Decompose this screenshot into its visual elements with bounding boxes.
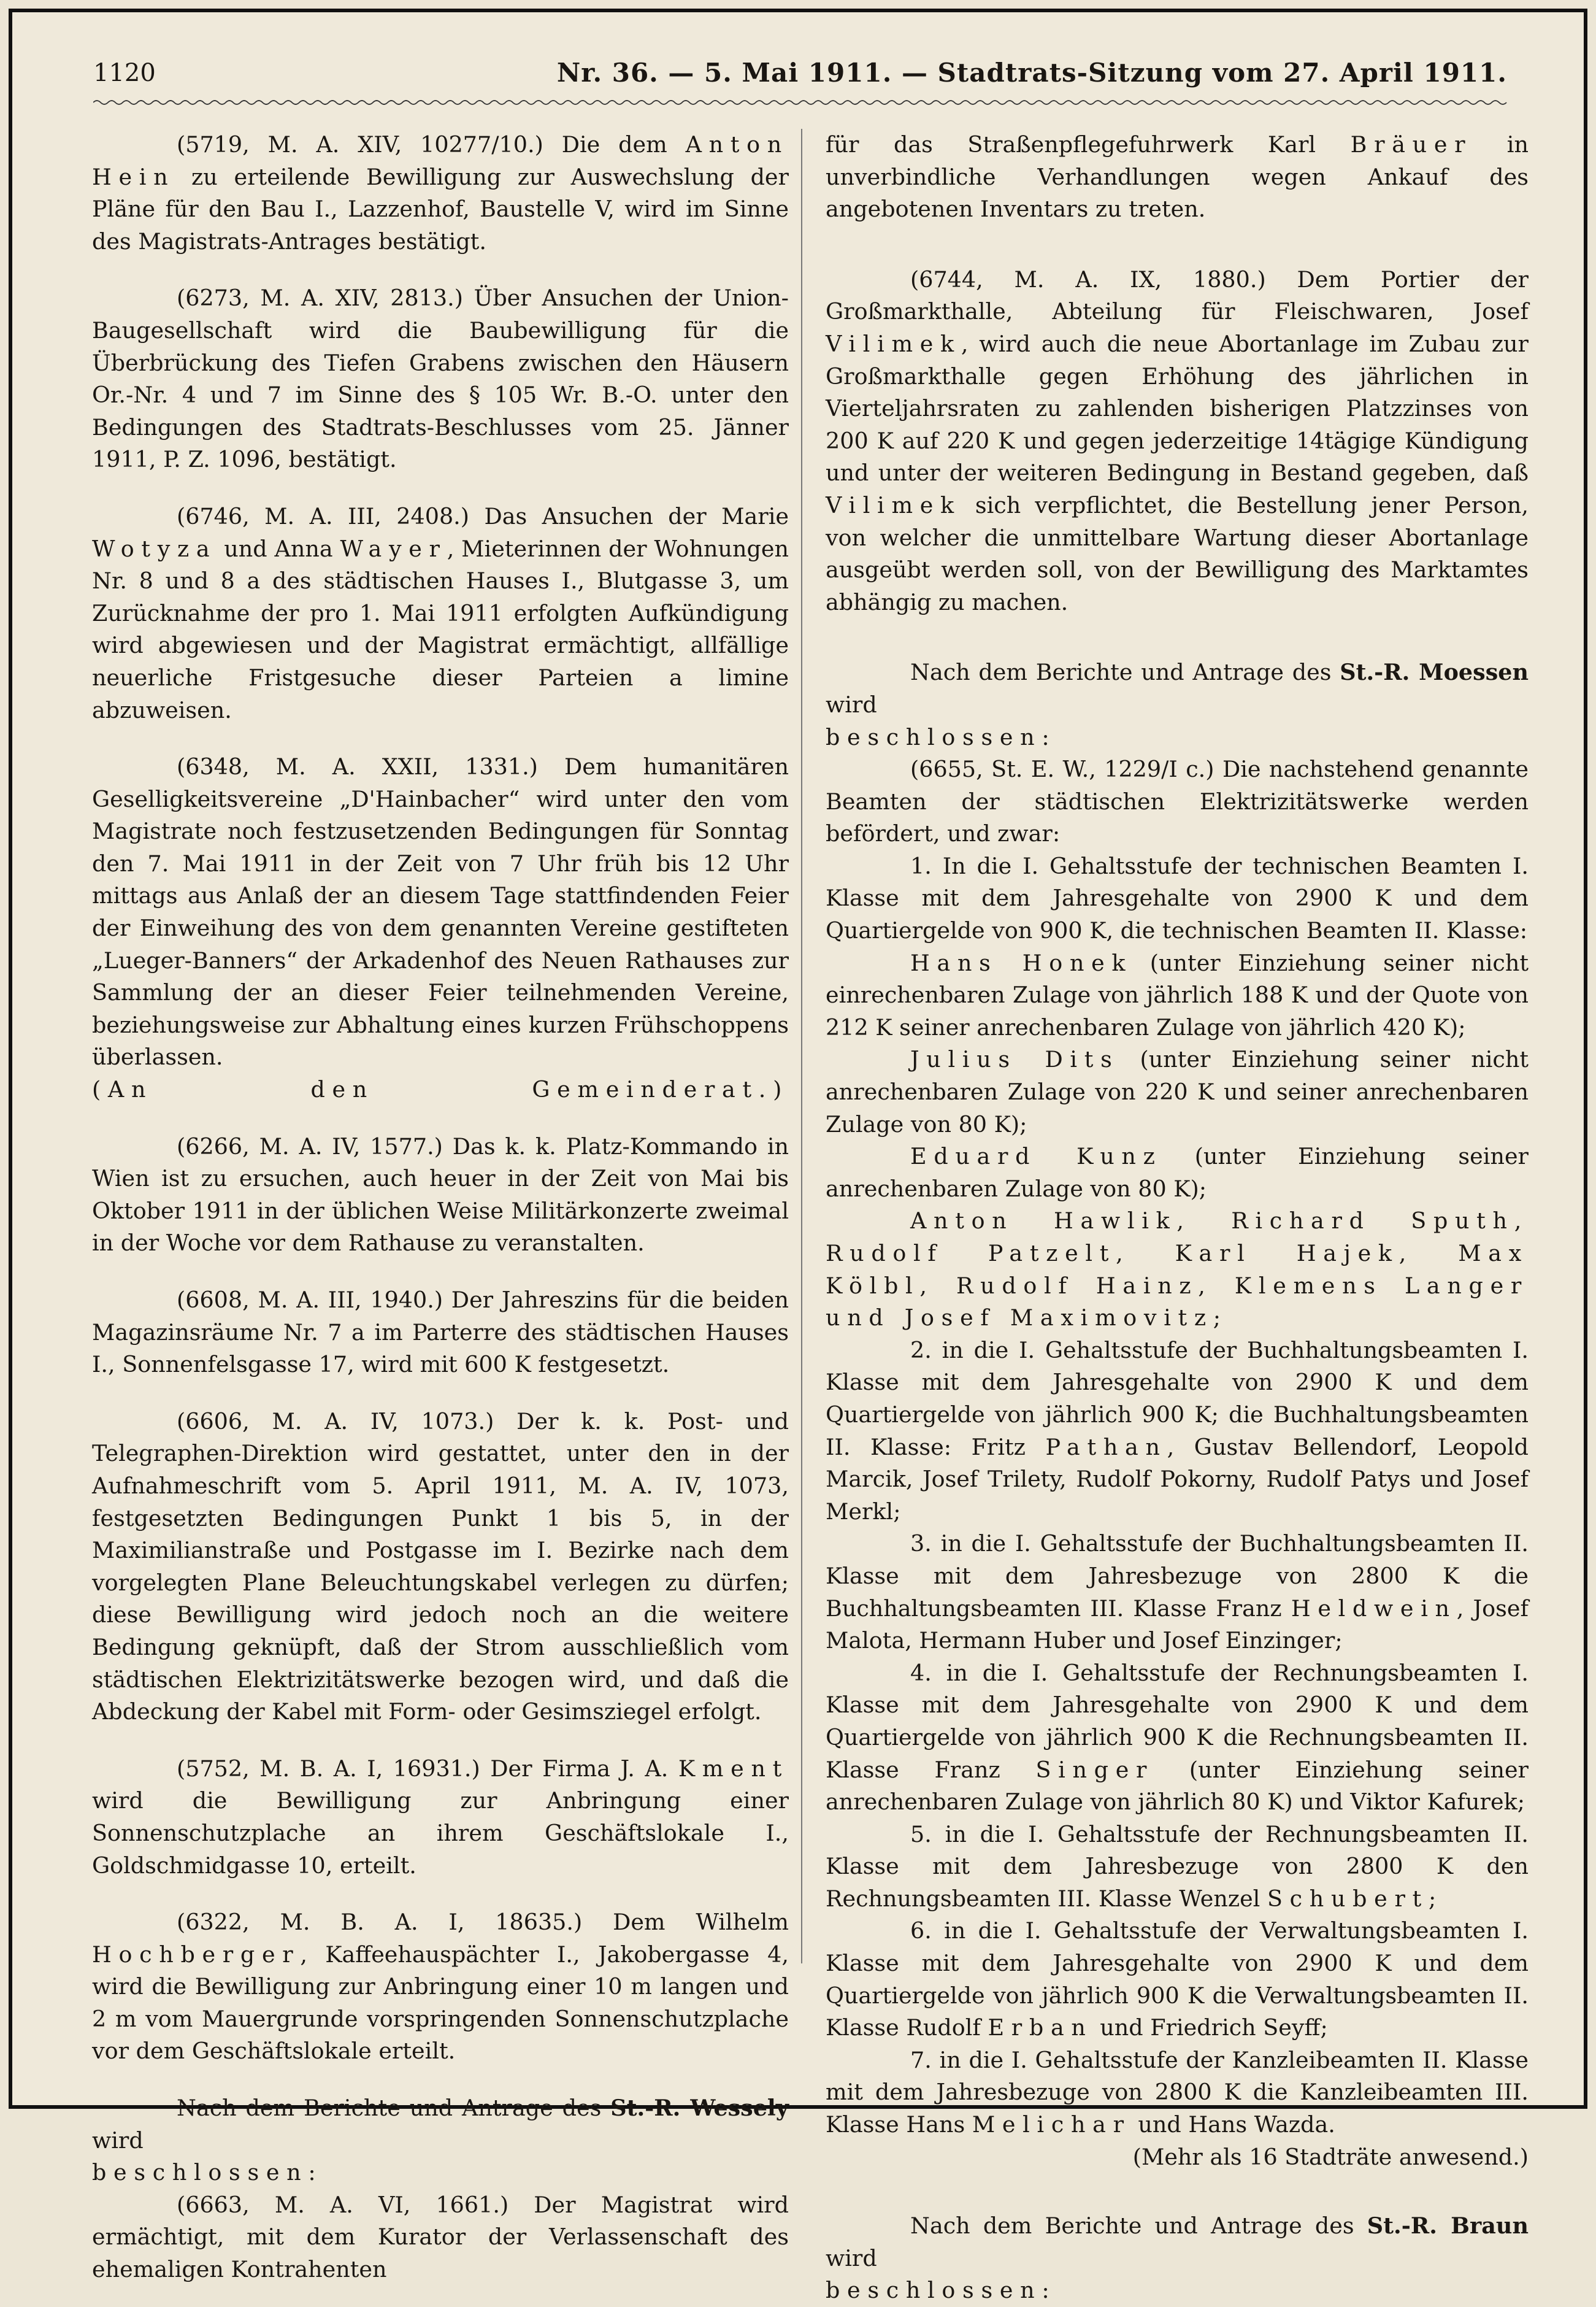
page-header xyxy=(93,55,1541,98)
entry-reference: (6746, M. A. III, 2408.) xyxy=(177,503,470,530)
person-name: Pathan xyxy=(1045,1433,1167,1460)
entry-reference: (6606, M. A. IV, 1073.) xyxy=(177,1408,494,1435)
person-name: Wayer xyxy=(340,535,447,562)
promotion-item-7: 7. in die I. Gehaltsstufe der Kanzleibeamten II. Klasse mit dem Jahresbezuge von 2800 K die Kanzleibeamten III. Klasse Hans Melichar und Hans Wazda. xyxy=(826,2046,1529,2138)
running-title: Nr. 36. — 5. Mai 1911. — Stadtrats-Sitzung vom 27. April 1911. xyxy=(556,58,1507,88)
entry-6744: (6744, M. A. IX, 1880.) Dem Portier der Großmarkthalle, Abteilung für Fleischwaren, Josef Vilimek, wird auch die neue Abortanlage im Zubau zur Großmarkthalle gegen Erhöhung des jährlichen in Vierteljahrsraten zu zahlenden bisherigen Platzzinses von 200 K auf 220 K und gegen jederzeitige 14tägige Kündigung und unter der weiteren Bedingung in Bestand gegeben, daß Vilimek sich verpflichtet, die Bestellung jener Person, von welcher die unmittelbare Wartung dieser Abortanlage ausgeübt werden soll, von der Bewilligung des Marktamtes abhängig zu machen. xyxy=(826,266,1529,615)
page-number: 1120 xyxy=(93,59,156,87)
entry-reference: (6273, M. A. XIV, 2813.) xyxy=(177,285,463,312)
entry-6663-continued: für das Straßenpflegefuhrwerk Karl Bräuer in unverbindliche Verhandlungen wegen Ankauf des angebotenen Inventars zu treten. xyxy=(826,131,1529,223)
entry-reference: (6663, M. A. VI, 1661.) xyxy=(177,2191,509,2218)
person-name: Hochberger xyxy=(92,1941,301,1968)
person-name: Bräuer xyxy=(1350,131,1473,158)
promotion-item-5: 5. in die I. Gehaltsstufe der Rechnungsbeamten II. Klasse mit dem Jahresbezuge von 2800 K den Rechnungsbeamten III. Klasse Wenzel Schubert; xyxy=(826,1820,1529,1912)
company-name: Kment xyxy=(678,1755,789,1782)
person-name: Vilimek xyxy=(826,491,961,518)
promotion-names-list xyxy=(826,1205,1529,1334)
promotion-item-2: 2. in die I. Gehaltsstufe der Buchhaltungsbeamten I. Klasse mit dem Jahresgehalte von 2900 K und dem Quartiergelde von jährlich 900 K; die Buchhaltungsbeamten II. Klasse: Fritz Pathan, Gustav Bellendorf, Leopold Marcik, Josef Trilety, Rudolf Pokorny, Rudolf Patys und Josef Merkl; xyxy=(826,1336,1529,1525)
entry-reference: (6655, St. E. W., 1229/I c.) xyxy=(910,756,1214,783)
councillor-name: St.-R. Braun xyxy=(1367,2213,1529,2240)
entry-6746: (6746, M. A. III, 2408.) Das Ansuchen der Marie Wotyza und Anna Wayer, Mieterinnen der Wohnungen Nr. 8 und 8 a des städtischen Hauses I., Blutgasse 3, um Zurücknahme der pro 1. Mai 1911 erfolgten Aufkündigung wird abgewiesen und der Magistrat ermächtigt, allfällige neuerliche Fristgesuche dieser Parteien a limine abzuweisen. xyxy=(92,503,789,723)
entry-reference: (5719, M. A. XIV, 10277/10.) xyxy=(177,131,543,158)
column-divider xyxy=(801,129,802,1963)
entry-6348: (6348, M. A. XXII, 1331.) Dem humanitären Geselligkeitsvereine „D'Hainbacher“ wird unter den vom Magistrate noch festzusetzenden Bedingungen für Sonntag den 7. Mai 1911 in der Zeit von 7 Uhr früh bis 12 Uhr mittags aus Anlaß der an diesem Tage stattfindenden Feier der Einweihung des von dem genannten Vereine gestifteten „Lueger-Banners“ der Arkadenhof des Neuen Rathauses zur Sammlung der an dieser Feier teilnehmenden Vereine, beziehungsweise zur Abhaltung eines kurzen Frühschoppens überlassen. xyxy=(92,753,789,1071)
entry-reference: (6744, M. A. IX, 1880.) xyxy=(910,266,1266,293)
promotion-honek: Hans Honek (unter Einziehung seiner nicht einrechenbaren Zulage von jährlich 188 K und der Quote von 212 K seiner anrechenbaren Zulage von jährlich 420 K); xyxy=(826,949,1529,1041)
entry-6266: (6266, M. A. IV, 1577.) Das k. k. Platz-Kommando in Wien ist zu ersuchen, auch heuer in der Zeit von Mai bis Oktober 1911 in der üblichen Weise Militärkonzerte zweimal in der Woche vor dem Rathause zu veranstalten. xyxy=(92,1133,789,1257)
entry-6606: (6606, M. A. IV, 1073.) Der k. k. Post- und Telegraphen-Direktion wird gestattet, unter den in der Aufnahmeschrift vom 5. April 1911, M. A. IV, 1073, festgesetzten Bedingungen Punkt 1 bis 5, in der Maximilianstraße und Postgasse im I. Bezirke nach dem vorgelegten Plane Beleuchtungskabel verlegen zu dürfen; diese Bewilligung wird jedoch noch an die weitere Bedingung geknüpft, daß der Strom ausschließlich vom städtischen Elektrizitätswerke bezogen wird, und daß die Abdeckung der Kabel mit Form- oder Gesimsziegel erfolgt. xyxy=(92,1408,789,1725)
left-column xyxy=(92,129,789,2286)
entry-5752: (5752, M. B. A. I, 16931.) Der Firma J. A. Kment wird die Bewilligung zur Anbringung einer Sonnenschutzplache an ihrem Geschäftslokale I., Goldschmidgasse 10, erteilt. xyxy=(92,1755,789,1879)
entry-5719: (5719, M. A. XIV, 10277/10.) Die dem Anton Hein zu erteilende Bewilligung zur Auswechslung der Pläne für den Bau I., Lazzenhof, Baustelle V, wird im Sinne des Magistrats-Antrages bestätigt. xyxy=(92,131,789,255)
promotion-item-1: 1. In die I. Gehaltsstufe der technischen Beamten I. Klasse mit dem Jahresgehalte von 2900 K und dem Quartiergelde von 900 K, die technischen Beamten II. Klasse: xyxy=(826,852,1529,944)
person-name: Erban xyxy=(988,2014,1093,2041)
entry-reference: (6266, M. A. IV, 1577.) xyxy=(177,1133,443,1160)
attendance-note: (Mehr als 16 Stadträte anwesend.) xyxy=(1132,2143,1529,2170)
entry-reference: (6348, M. A. XXII, 1331.) xyxy=(177,753,538,780)
person-name: Singer xyxy=(1035,1756,1154,1783)
person-name: Anton Hein xyxy=(92,131,789,190)
person-name: Julius Dits xyxy=(910,1046,1119,1073)
promotion-dits: Julius Dits (unter Einziehung seiner nicht anrechenbaren Zulage von 220 K und seiner anrechenbaren Zulage von 80 K); xyxy=(826,1046,1529,1138)
person-name: Melichar xyxy=(972,2111,1131,2138)
entry-6663: (6663, M. A. VI, 1661.) Der Magistrat wird ermächtigt, mit dem Kurator der Verlassenschaft des ehemaligen Kontrahenten xyxy=(92,2191,789,2283)
entry-6655: (6655, St. E. W., 1229/I c.) Die nachstehend genannte Beamten der städtischen Elektrizitätswerke werden befördert, und zwar: xyxy=(826,756,1529,847)
person-name: Schubert xyxy=(1267,1885,1429,1912)
entry-reference: (6608, M. A. III, 1940.) xyxy=(177,1287,443,1313)
entry-6608: (6608, M. A. III, 1940.) Der Jahreszins für die beiden Magazinsräume Nr. 7 a im Parterre des städtischen Hauses I., Sonnenfelsgasse 17, wird mit 600 K festgesetzt. xyxy=(92,1287,789,1378)
person-name: Eduard Kunz xyxy=(910,1143,1162,1170)
motion-intro-wessely: Nach dem Berichte und Antrage des St.-R. Wessely wird xyxy=(92,2095,789,2154)
entry-reference: (5752, M. B. A. I, 16931.) xyxy=(177,1755,480,1782)
entry-6348-note xyxy=(92,1074,789,1106)
motion-intro-moessen: Nach dem Berichte und Antrage des St.-R. Moessen wird xyxy=(826,659,1529,718)
promotion-kunz: Eduard Kunz (unter Einziehung seiner anrechenbaren Zulage von 80 K); xyxy=(826,1143,1529,1202)
promotion-item-4: 4. in die I. Gehaltsstufe der Rechnungsbeamten I. Klasse mit dem Jahresgehalte von 2900 K und dem Quartiergelde von jährlich 900 K die Rechnungsbeamten II. Klasse Franz Singer (unter Einziehung seiner anrechenbaren Zulage von jährlich 80 K) und Viktor Kafurek; xyxy=(826,1659,1529,1816)
person-names: Anton Hawlik, Richard Sputh, Rudolf Patzelt, Karl Hajek, Max Kölbl, Rudolf Hainz, Klemens Langer und Josef Maximovitz; xyxy=(826,1207,1529,1331)
promotion-item-6: 6. in die I. Gehaltsstufe der Verwaltungsbeamten I. Klasse mit dem Jahresgehalte von 2900 K und dem Quartiergelde von jährlich 900 K die Verwaltungsbeamten II. Klasse Rudolf Erban und Friedrich Seyff; xyxy=(826,1917,1529,2041)
person-name: Heldwein xyxy=(1291,1595,1457,1622)
decided-label: beschlossen: xyxy=(92,2159,323,2186)
person-name: Wotyza xyxy=(92,535,217,562)
motion-intro-braun: Nach dem Berichte und Antrage des St.-R. Braun wird xyxy=(826,2213,1529,2271)
councillor-name: St.-R. Moessen xyxy=(1340,659,1529,686)
decided-label: beschlossen: xyxy=(826,723,1057,750)
person-name: Vilimek xyxy=(826,330,961,357)
entry-6322: (6322, M. B. A. I, 18635.) Dem Wilhelm Hochberger, Kaffeehauspächter I., Jakobergasse 4, wird die Bewilligung zur Anbringung einer 10 m langen und 2 m vom Mauergrunde vorspringenden Sonnenschutzplache vor dem Geschäftslokale erteilt. xyxy=(92,1909,789,2065)
header-wavy-rule xyxy=(93,98,1510,107)
right-column xyxy=(826,129,1529,2307)
councillor-name: St.-R. Wessely xyxy=(610,2095,789,2122)
person-name: Hans Honek xyxy=(910,949,1133,976)
decided-label: beschlossen: xyxy=(826,2277,1057,2304)
entry-6273: (6273, M. A. XIV, 2813.) Über Ansuchen der Union-Baugesellschaft wird die Baubewilligung für die Überbrückung des Tiefen Grabens zwischen den Häusern Or.-Nr. 4 und 7 im Sinne des § 105 Wr. B.-O. unter den Bedingungen des Stadtrats-Beschlusses vom 25. Jänner 1911, P. Z. 1096, bestätigt. xyxy=(92,285,789,473)
entry-reference: (6322, M. B. A. I, 18635.) xyxy=(177,1909,583,1936)
referral-note: (An den Gemeinderat.) xyxy=(92,1076,789,1103)
promotion-item-3: 3. in die I. Gehaltsstufe der Buchhaltungsbeamten II. Klasse mit dem Jahresbezuge von 2800 K die Buchhaltungsbeamten III. Klasse Franz Heldwein, Josef Malota, Hermann Huber und Josef Einzinger; xyxy=(826,1530,1529,1654)
